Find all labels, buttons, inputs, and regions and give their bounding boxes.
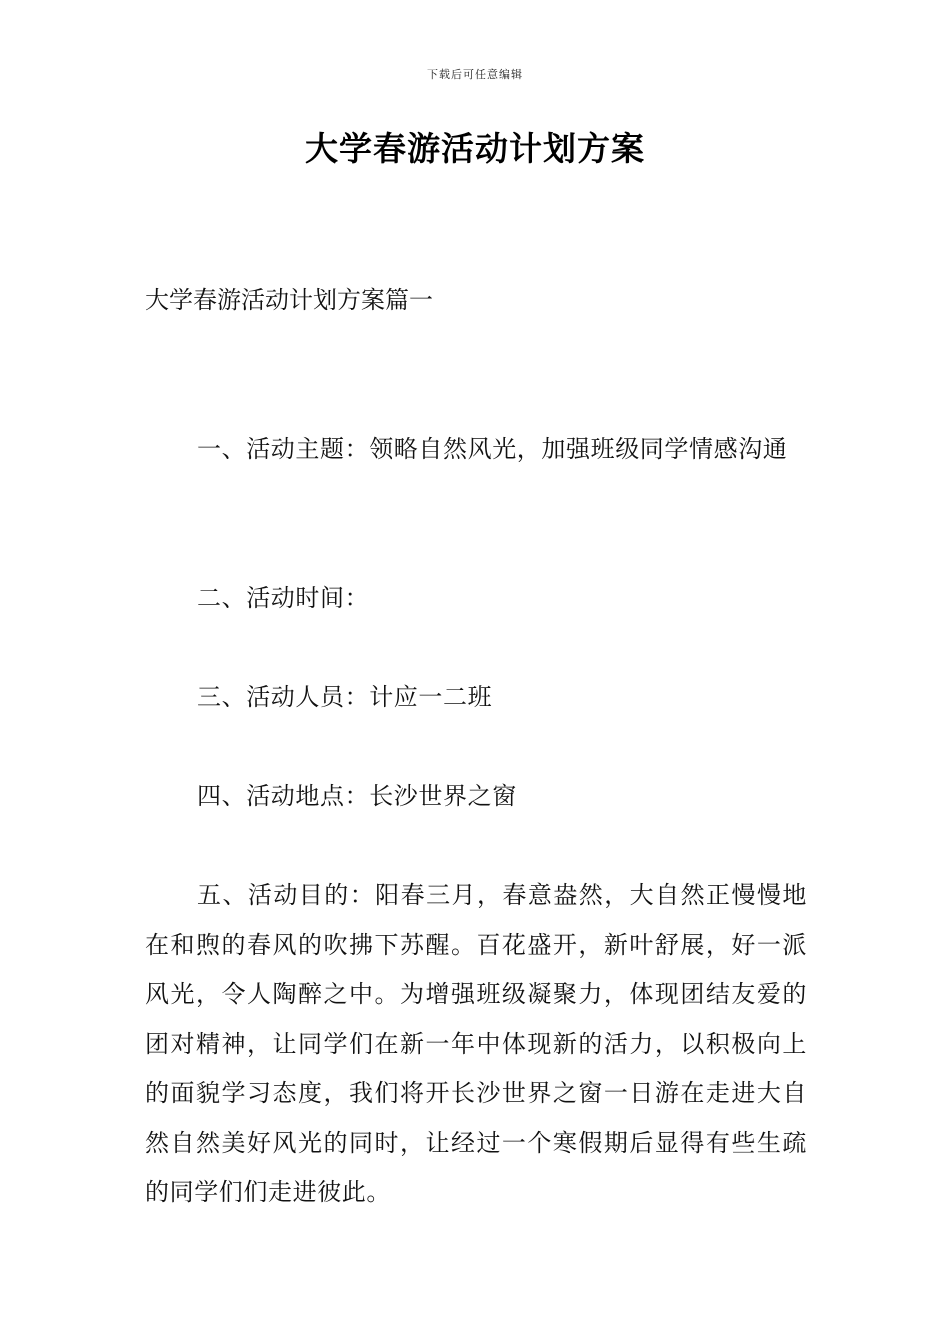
paragraph-purpose: 五、活动目的：阳春三月，春意盎然，大自然正慢慢地在和煦的春风的吹拂下苏醒。百花盛开，新叶舒展，好一派风光，令人陶醉之中。为增强班级凝聚力，体现团结友爱的团对精神，让同学们在新一年中体现新的活力，以积极向上的面貌学习态度，我们将开长沙世界之窗一日游在走进大自然自然美好风光的同时，让经过一个寒假期后显得有些生疏的同学们们走进彼此。 — [145, 881, 807, 1206]
paragraph-participants: 三、活动人员：计应一二班 — [197, 683, 493, 711]
paragraph-theme: 一、活动主题：领略自然风光，加强班级同学情感沟通 — [197, 435, 788, 463]
body-block-1 — [145, 425, 807, 475]
section-subtitle: 大学春游活动计划方案篇一 — [145, 286, 433, 314]
body-block-5 — [145, 871, 807, 1218]
paragraph-time: 二、活动时间： — [197, 584, 370, 612]
body-block-4 — [145, 772, 807, 822]
body-block-3 — [145, 673, 807, 723]
paragraph-location: 四、活动地点：长沙世界之窗 — [197, 782, 517, 810]
body-block-2 — [145, 574, 807, 624]
header-note: 下载后可任意编辑 — [427, 68, 523, 81]
document-title: 大学春游活动计划方案 — [305, 129, 645, 168]
